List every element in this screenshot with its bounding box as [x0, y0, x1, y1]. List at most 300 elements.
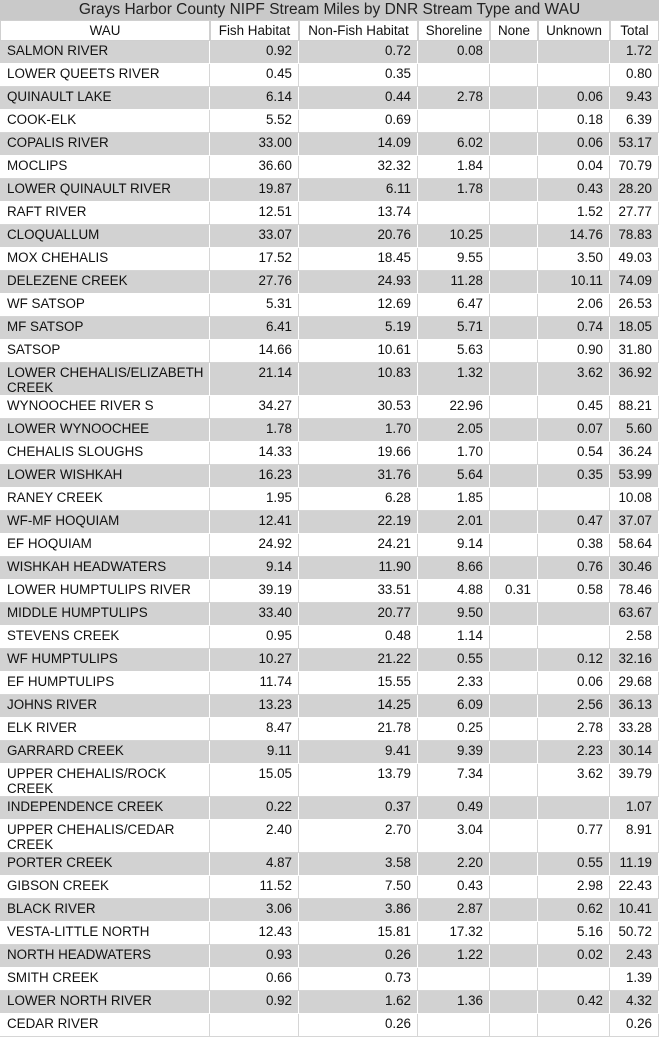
- fish-habitat-cell: 33.40: [210, 603, 299, 626]
- total-cell: 32.16: [610, 649, 659, 672]
- fish-habitat-cell: 12.43: [210, 922, 299, 945]
- wau-cell: GARRARD CREEK: [0, 741, 210, 764]
- shoreline-cell: 0.08: [418, 41, 490, 64]
- fish-habitat-cell: 0.92: [210, 991, 299, 1014]
- shoreline-cell: 1.32: [418, 363, 490, 396]
- non-fish-habitat-cell: 14.25: [299, 695, 418, 718]
- wau-cell: MIDDLE HUMPTULIPS: [0, 603, 210, 626]
- total-cell: 49.03: [610, 248, 659, 271]
- none-cell: [490, 179, 538, 202]
- table-row: [0, 317, 659, 340]
- shoreline-cell: 1.14: [418, 626, 490, 649]
- non-fish-habitat-cell: 20.77: [299, 603, 418, 626]
- none-cell: [490, 603, 538, 626]
- table-row: [0, 853, 659, 876]
- none-cell: [490, 110, 538, 133]
- total-cell: 74.09: [610, 271, 659, 294]
- shoreline-cell: 5.64: [418, 465, 490, 488]
- non-fish-habitat-cell: 18.45: [299, 248, 418, 271]
- none-cell: [490, 557, 538, 580]
- wau-cell: EF HUMPTULIPS: [0, 672, 210, 695]
- shoreline-cell: 0.43: [418, 876, 490, 899]
- wau-cell: RAFT RIVER: [0, 202, 210, 225]
- unknown-cell: 0.06: [538, 133, 610, 156]
- fish-habitat-cell: 0.92: [210, 41, 299, 64]
- non-fish-habitat-cell: 0.26: [299, 945, 418, 968]
- non-fish-habitat-cell: 2.70: [299, 820, 418, 853]
- total-cell: 4.32: [610, 991, 659, 1014]
- fish-habitat-cell: 33.07: [210, 225, 299, 248]
- total-cell: 26.53: [610, 294, 659, 317]
- none-cell: [490, 41, 538, 64]
- unknown-cell: [538, 488, 610, 511]
- table-row: [0, 797, 659, 820]
- unknown-cell: 0.62: [538, 899, 610, 922]
- shoreline-cell: [418, 110, 490, 133]
- total-cell: 78.46: [610, 580, 659, 603]
- shoreline-cell: 6.02: [418, 133, 490, 156]
- total-cell: 29.68: [610, 672, 659, 695]
- wau-cell: COPALIS RIVER: [0, 133, 210, 156]
- column-header-wau: WAU: [0, 20, 210, 41]
- shoreline-cell: 9.39: [418, 741, 490, 764]
- shoreline-cell: 8.66: [418, 557, 490, 580]
- unknown-cell: 3.62: [538, 764, 610, 797]
- unknown-cell: 0.06: [538, 87, 610, 110]
- unknown-cell: 0.58: [538, 580, 610, 603]
- none-cell: [490, 488, 538, 511]
- unknown-cell: [538, 1014, 610, 1037]
- non-fish-habitat-cell: 24.21: [299, 534, 418, 557]
- non-fish-habitat-cell: 19.66: [299, 442, 418, 465]
- column-header-unknown: Unknown: [538, 20, 610, 41]
- wau-cell: RANEY CREEK: [0, 488, 210, 511]
- fish-habitat-cell: [210, 1014, 299, 1037]
- table-title: Grays Harbor County NIPF Stream Miles by DNR Stream Type and WAU: [0, 0, 659, 20]
- none-cell: [490, 534, 538, 557]
- table-row: [0, 534, 659, 557]
- none-cell: [490, 649, 538, 672]
- stream-miles-table: [0, 20, 659, 1037]
- table-row: [0, 968, 659, 991]
- unknown-cell: [538, 41, 610, 64]
- non-fish-habitat-cell: 32.32: [299, 156, 418, 179]
- fish-habitat-cell: 12.51: [210, 202, 299, 225]
- none-cell: [490, 899, 538, 922]
- shoreline-cell: 4.88: [418, 580, 490, 603]
- wau-cell: MOCLIPS: [0, 156, 210, 179]
- shoreline-cell: 2.33: [418, 672, 490, 695]
- wau-cell: WF HUMPTULIPS: [0, 649, 210, 672]
- wau-cell: BLACK RIVER: [0, 899, 210, 922]
- unknown-cell: [538, 968, 610, 991]
- non-fish-habitat-cell: 3.86: [299, 899, 418, 922]
- unknown-cell: [538, 626, 610, 649]
- total-cell: 28.20: [610, 179, 659, 202]
- shoreline-cell: 1.70: [418, 442, 490, 465]
- fish-habitat-cell: 39.19: [210, 580, 299, 603]
- shoreline-cell: [418, 968, 490, 991]
- wau-cell: WF-MF HOQUIAM: [0, 511, 210, 534]
- unknown-cell: 3.50: [538, 248, 610, 271]
- fish-habitat-cell: 0.22: [210, 797, 299, 820]
- wau-cell: SATSOP: [0, 340, 210, 363]
- fish-habitat-cell: 11.52: [210, 876, 299, 899]
- non-fish-habitat-cell: 0.37: [299, 797, 418, 820]
- none-cell: [490, 1014, 538, 1037]
- fish-habitat-cell: 19.87: [210, 179, 299, 202]
- table-row: [0, 557, 659, 580]
- wau-cell: EF HOQUIAM: [0, 534, 210, 557]
- fish-habitat-cell: 12.41: [210, 511, 299, 534]
- non-fish-habitat-cell: 22.19: [299, 511, 418, 534]
- wau-cell: VESTA-LITTLE NORTH: [0, 922, 210, 945]
- none-cell: [490, 442, 538, 465]
- none-cell: [490, 991, 538, 1014]
- unknown-cell: 5.16: [538, 922, 610, 945]
- table-row: [0, 87, 659, 110]
- total-cell: 31.80: [610, 340, 659, 363]
- wau-cell: LOWER WYNOOCHEE: [0, 419, 210, 442]
- total-cell: 5.60: [610, 419, 659, 442]
- fish-habitat-cell: 14.33: [210, 442, 299, 465]
- fish-habitat-cell: 6.41: [210, 317, 299, 340]
- shoreline-cell: [418, 202, 490, 225]
- fish-habitat-cell: 33.00: [210, 133, 299, 156]
- none-cell: [490, 797, 538, 820]
- total-cell: 0.80: [610, 64, 659, 87]
- total-cell: 2.58: [610, 626, 659, 649]
- fish-habitat-cell: 21.14: [210, 363, 299, 396]
- table-row: [0, 41, 659, 64]
- unknown-cell: 0.18: [538, 110, 610, 133]
- unknown-cell: 0.76: [538, 557, 610, 580]
- shoreline-cell: 0.55: [418, 649, 490, 672]
- total-cell: 53.99: [610, 465, 659, 488]
- none-cell: 0.31: [490, 580, 538, 603]
- wau-cell: LOWER HUMPTULIPS RIVER: [0, 580, 210, 603]
- total-cell: 1.72: [610, 41, 659, 64]
- shoreline-cell: 1.84: [418, 156, 490, 179]
- unknown-cell: 2.78: [538, 718, 610, 741]
- table-row: [0, 991, 659, 1014]
- wau-cell: CHEHALIS SLOUGHS: [0, 442, 210, 465]
- non-fish-habitat-cell: 1.62: [299, 991, 418, 1014]
- table-row: [0, 718, 659, 741]
- non-fish-habitat-cell: 9.41: [299, 741, 418, 764]
- fish-habitat-cell: 27.76: [210, 271, 299, 294]
- wau-cell: LOWER WISHKAH: [0, 465, 210, 488]
- non-fish-habitat-cell: 20.76: [299, 225, 418, 248]
- non-fish-habitat-cell: 10.83: [299, 363, 418, 396]
- fish-habitat-cell: 16.23: [210, 465, 299, 488]
- shoreline-cell: 3.04: [418, 820, 490, 853]
- fish-habitat-cell: 1.95: [210, 488, 299, 511]
- wau-cell: UPPER CHEHALIS/ROCK CREEK: [0, 764, 210, 797]
- table-row: [0, 419, 659, 442]
- non-fish-habitat-cell: 15.81: [299, 922, 418, 945]
- table-row: [0, 876, 659, 899]
- fish-habitat-cell: 4.87: [210, 853, 299, 876]
- none-cell: [490, 672, 538, 695]
- wau-cell: WYNOOCHEE RIVER S: [0, 396, 210, 419]
- fish-habitat-cell: 0.45: [210, 64, 299, 87]
- none-cell: [490, 271, 538, 294]
- shoreline-cell: 2.87: [418, 899, 490, 922]
- wau-cell: UPPER CHEHALIS/CEDAR CREEK: [0, 820, 210, 853]
- column-header-none: None: [490, 20, 538, 41]
- non-fish-habitat-cell: 5.19: [299, 317, 418, 340]
- wau-cell: SALMON RIVER: [0, 41, 210, 64]
- total-cell: 8.91: [610, 820, 659, 853]
- none-cell: [490, 202, 538, 225]
- wau-cell: WF SATSOP: [0, 294, 210, 317]
- fish-habitat-cell: 15.05: [210, 764, 299, 797]
- table-row: [0, 133, 659, 156]
- total-cell: 22.43: [610, 876, 659, 899]
- none-cell: [490, 741, 538, 764]
- non-fish-habitat-cell: 0.73: [299, 968, 418, 991]
- unknown-cell: 2.23: [538, 741, 610, 764]
- non-fish-habitat-cell: 0.26: [299, 1014, 418, 1037]
- unknown-cell: 2.56: [538, 695, 610, 718]
- total-cell: 1.07: [610, 797, 659, 820]
- none-cell: [490, 718, 538, 741]
- wau-cell: INDEPENDENCE CREEK: [0, 797, 210, 820]
- shoreline-cell: 6.09: [418, 695, 490, 718]
- non-fish-habitat-cell: 30.53: [299, 396, 418, 419]
- none-cell: [490, 853, 538, 876]
- table-row: [0, 202, 659, 225]
- shoreline-cell: 22.96: [418, 396, 490, 419]
- fish-habitat-cell: 1.78: [210, 419, 299, 442]
- fish-habitat-cell: 0.93: [210, 945, 299, 968]
- table-row: [0, 442, 659, 465]
- column-header-non-fish-habitat: Non-Fish Habitat: [299, 20, 418, 41]
- fish-habitat-cell: 11.74: [210, 672, 299, 695]
- wau-cell: LOWER NORTH RIVER: [0, 991, 210, 1014]
- none-cell: [490, 876, 538, 899]
- fish-habitat-cell: 36.60: [210, 156, 299, 179]
- unknown-cell: 0.35: [538, 465, 610, 488]
- fish-habitat-cell: 0.95: [210, 626, 299, 649]
- column-header-fish-habitat: Fish Habitat: [210, 20, 299, 41]
- fish-habitat-cell: 6.14: [210, 87, 299, 110]
- wau-cell: SMITH CREEK: [0, 968, 210, 991]
- table-row: [0, 899, 659, 922]
- none-cell: [490, 968, 538, 991]
- unknown-cell: 0.74: [538, 317, 610, 340]
- wau-cell: STEVENS CREEK: [0, 626, 210, 649]
- wau-cell: CEDAR RIVER: [0, 1014, 210, 1037]
- wau-cell: COOK-ELK: [0, 110, 210, 133]
- shoreline-cell: 11.28: [418, 271, 490, 294]
- shoreline-cell: 2.01: [418, 511, 490, 534]
- table-row: [0, 603, 659, 626]
- unknown-cell: [538, 797, 610, 820]
- none-cell: [490, 626, 538, 649]
- unknown-cell: 0.38: [538, 534, 610, 557]
- total-cell: 11.19: [610, 853, 659, 876]
- unknown-cell: 2.98: [538, 876, 610, 899]
- fish-habitat-cell: 5.52: [210, 110, 299, 133]
- unknown-cell: [538, 603, 610, 626]
- shoreline-cell: 17.32: [418, 922, 490, 945]
- table-row: [0, 271, 659, 294]
- non-fish-habitat-cell: 3.58: [299, 853, 418, 876]
- unknown-cell: 0.06: [538, 672, 610, 695]
- table-row: [0, 465, 659, 488]
- none-cell: [490, 922, 538, 945]
- non-fish-habitat-cell: 11.90: [299, 557, 418, 580]
- unknown-cell: 0.07: [538, 419, 610, 442]
- none-cell: [490, 695, 538, 718]
- non-fish-habitat-cell: 13.74: [299, 202, 418, 225]
- table-row: [0, 294, 659, 317]
- none-cell: [490, 820, 538, 853]
- non-fish-habitat-cell: 33.51: [299, 580, 418, 603]
- unknown-cell: [538, 64, 610, 87]
- shoreline-cell: 5.71: [418, 317, 490, 340]
- none-cell: [490, 764, 538, 797]
- none-cell: [490, 294, 538, 317]
- unknown-cell: 3.62: [538, 363, 610, 396]
- shoreline-cell: 2.20: [418, 853, 490, 876]
- none-cell: [490, 419, 538, 442]
- none-cell: [490, 396, 538, 419]
- total-cell: 50.72: [610, 922, 659, 945]
- none-cell: [490, 340, 538, 363]
- total-cell: 1.39: [610, 968, 659, 991]
- non-fish-habitat-cell: 0.69: [299, 110, 418, 133]
- shoreline-cell: 5.63: [418, 340, 490, 363]
- non-fish-habitat-cell: 12.69: [299, 294, 418, 317]
- wau-cell: MOX CHEHALIS: [0, 248, 210, 271]
- non-fish-habitat-cell: 1.70: [299, 419, 418, 442]
- table-row: [0, 741, 659, 764]
- table-row: [0, 248, 659, 271]
- total-cell: 33.28: [610, 718, 659, 741]
- table-row: [0, 64, 659, 87]
- column-header-total: Total: [610, 20, 659, 41]
- table-row: [0, 225, 659, 248]
- total-cell: 10.41: [610, 899, 659, 922]
- unknown-cell: 0.90: [538, 340, 610, 363]
- total-cell: 37.07: [610, 511, 659, 534]
- none-cell: [490, 248, 538, 271]
- table-row: [0, 396, 659, 419]
- table-row: [0, 820, 659, 853]
- shoreline-cell: 1.36: [418, 991, 490, 1014]
- total-cell: 10.08: [610, 488, 659, 511]
- none-cell: [490, 465, 538, 488]
- none-cell: [490, 363, 538, 396]
- total-cell: 6.39: [610, 110, 659, 133]
- unknown-cell: 2.06: [538, 294, 610, 317]
- unknown-cell: 0.42: [538, 991, 610, 1014]
- non-fish-habitat-cell: 7.50: [299, 876, 418, 899]
- total-cell: 30.46: [610, 557, 659, 580]
- wau-cell: LOWER QUINAULT RIVER: [0, 179, 210, 202]
- total-cell: 30.14: [610, 741, 659, 764]
- unknown-cell: 0.43: [538, 179, 610, 202]
- table-row: [0, 695, 659, 718]
- fish-habitat-cell: 34.27: [210, 396, 299, 419]
- table-row: [0, 1014, 659, 1037]
- fish-habitat-cell: 17.52: [210, 248, 299, 271]
- none-cell: [490, 133, 538, 156]
- non-fish-habitat-cell: 0.72: [299, 41, 418, 64]
- wau-cell: JOHNS RIVER: [0, 695, 210, 718]
- table-row: [0, 156, 659, 179]
- total-cell: 36.24: [610, 442, 659, 465]
- none-cell: [490, 156, 538, 179]
- shoreline-cell: 2.78: [418, 87, 490, 110]
- non-fish-habitat-cell: 6.28: [299, 488, 418, 511]
- shoreline-cell: 1.85: [418, 488, 490, 511]
- none-cell: [490, 511, 538, 534]
- table-row: [0, 511, 659, 534]
- total-cell: 2.43: [610, 945, 659, 968]
- wau-cell: NORTH HEADWATERS: [0, 945, 210, 968]
- wau-cell: CLOQUALLUM: [0, 225, 210, 248]
- non-fish-habitat-cell: 13.79: [299, 764, 418, 797]
- none-cell: [490, 945, 538, 968]
- unknown-cell: 0.02: [538, 945, 610, 968]
- fish-habitat-cell: 10.27: [210, 649, 299, 672]
- wau-cell: LOWER CHEHALIS/ELIZABETH CREEK: [0, 363, 210, 396]
- total-cell: 39.79: [610, 764, 659, 797]
- non-fish-habitat-cell: 14.09: [299, 133, 418, 156]
- fish-habitat-cell: 8.47: [210, 718, 299, 741]
- non-fish-habitat-cell: 21.22: [299, 649, 418, 672]
- total-cell: 36.92: [610, 363, 659, 396]
- unknown-cell: 0.55: [538, 853, 610, 876]
- unknown-cell: 10.11: [538, 271, 610, 294]
- shoreline-cell: 0.25: [418, 718, 490, 741]
- table-body: [0, 41, 659, 1037]
- shoreline-cell: 1.22: [418, 945, 490, 968]
- total-cell: 70.79: [610, 156, 659, 179]
- fish-habitat-cell: 5.31: [210, 294, 299, 317]
- total-cell: 18.05: [610, 317, 659, 340]
- wau-cell: GIBSON CREEK: [0, 876, 210, 899]
- total-cell: 9.43: [610, 87, 659, 110]
- shoreline-cell: 10.25: [418, 225, 490, 248]
- table-row: [0, 580, 659, 603]
- total-cell: 27.77: [610, 202, 659, 225]
- table-row: [0, 488, 659, 511]
- table-row: [0, 672, 659, 695]
- shoreline-cell: 9.55: [418, 248, 490, 271]
- fish-habitat-cell: 2.40: [210, 820, 299, 853]
- wau-cell: DELEZENE CREEK: [0, 271, 210, 294]
- table-row: [0, 945, 659, 968]
- unknown-cell: 0.47: [538, 511, 610, 534]
- table-row: [0, 110, 659, 133]
- unknown-cell: 0.77: [538, 820, 610, 853]
- non-fish-habitat-cell: 0.48: [299, 626, 418, 649]
- unknown-cell: 1.52: [538, 202, 610, 225]
- none-cell: [490, 87, 538, 110]
- total-cell: 78.83: [610, 225, 659, 248]
- header-row: [0, 20, 659, 41]
- table-row: [0, 922, 659, 945]
- shoreline-cell: 6.47: [418, 294, 490, 317]
- table-row: [0, 649, 659, 672]
- wau-cell: MF SATSOP: [0, 317, 210, 340]
- shoreline-cell: 9.50: [418, 603, 490, 626]
